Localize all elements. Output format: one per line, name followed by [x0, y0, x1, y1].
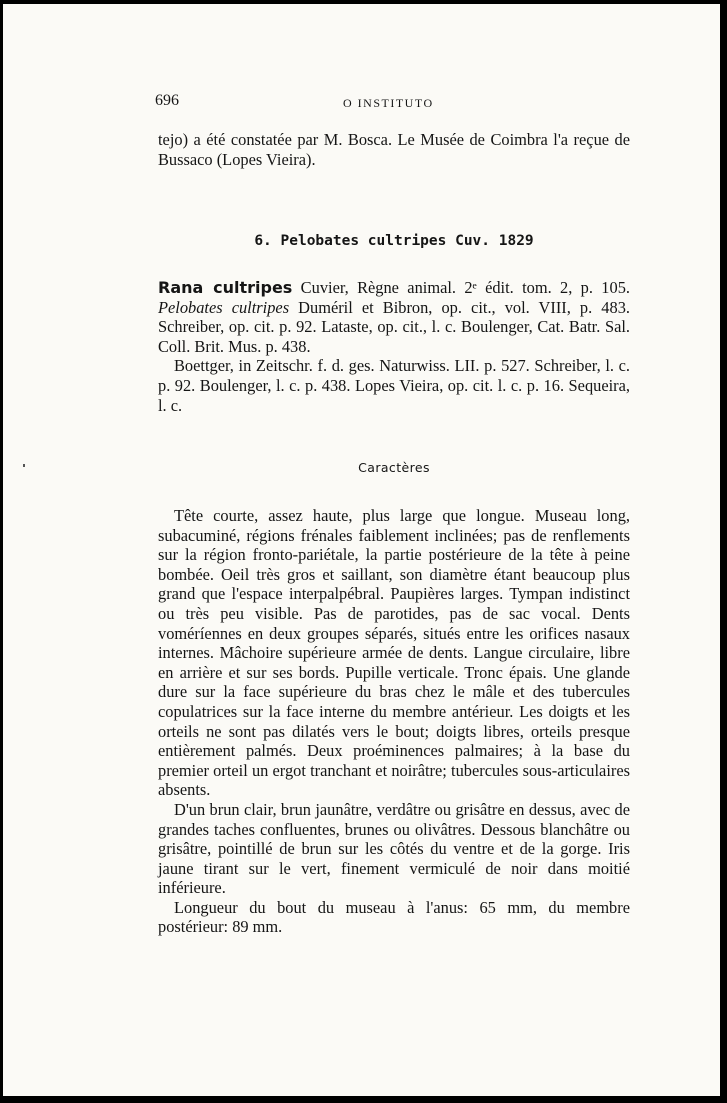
margin-mark — [23, 464, 25, 467]
description-paragraph: Tête courte, assez haute, plus large que longue. Museau long, subacuminé, régions frénales faiblement inclinées; pas de renflements sur la région fronto-pariétale, la partie postérieure de la tête à peine bombée. Oeil très gros et saillant, son diamètre étant beaucoup plus grand que l'espace interpalpébral. Paupières larges. Tympan indistinct ou très peu visible. Pas de parotides, pas de sac vocal. Dents voméríennes en deux groupes séparés, situés entre les orifices nasaux internes. Mâchoire supérieure armée de dents. Langue circulaire, libre en arrière et sur ses bords. Pupille verticale. Tronc épais. Une glande dure sur la face supérieure du bras chez le mâle et des tubercules copulatrices sur la face interne du membre antérieur. Les doigts et les orteils ne sont pas dilatés vers le bout; doigts libres, orteils presque entièrement palmés. Deux proéminences palmaires; à la base du premier orteil un ergot tranchant et noirâtre; tubercules sous-articulaires absents. — [158, 506, 630, 800]
characters-heading: Caractères — [358, 460, 430, 475]
synonymy-italic-name: Pelobates cultripes — [158, 297, 290, 317]
color-paragraph: D'un brun clair, brun jaunâtre, verdâtre ou grisâtre en dessus, avec de grandes taches confluentes, brunes ou olivâtres. Dessous blanchâtre ou grisâtre, pointillé de brun sur les côtés du ventre et de la gorge. Iris jaune tirant sur le vert, finement vermiculé de noir dans moitié inférieure. — [158, 799, 630, 898]
running-title: O INSTITUTO — [343, 96, 434, 110]
species-name: Rana cultripes — [158, 278, 293, 297]
synonymy-text-1: Cuvier, Règne animal. 2ᵉ édit. tom. 2, p. 105. — [292, 278, 630, 297]
intro-text: tejo) a été constatée par M. Bosca. Le Musée de Coimbra l'a reçue de Bussaco (Lopes Vieira). — [158, 130, 630, 169]
species-heading: 6. Pelobates cultripes Cuv. 1829 — [254, 233, 534, 249]
page-number: 696 — [155, 92, 179, 109]
characters-block — [158, 506, 630, 937]
intro-paragraph — [158, 130, 630, 169]
synonymy-text-2: Duméril et Bibron, op. cit., vol. VIII, p. 483. Schreiber, op. cit. p. 92. Lataste, op. cit., l. c. Boulenger, Cat. Batr. Sal. Coll. Brit. Mus. p. 438. — [158, 297, 630, 356]
references-paragraph: Boettger, in Zeitschr. f. d. ges. Naturwiss. LII. p. 527. Schreiber, l. c. p. 92. Boulenger, l. c. p. 438. Lopes Vieira, op. cit. l. c. p. 16. Sequeira, l. c. — [158, 356, 630, 415]
synonymy-block — [158, 278, 630, 415]
document-page — [3, 4, 720, 1096]
size-paragraph: Longueur du bout du museau à l'anus: 65 mm, du membre postérieur: 89 mm. — [158, 897, 630, 937]
